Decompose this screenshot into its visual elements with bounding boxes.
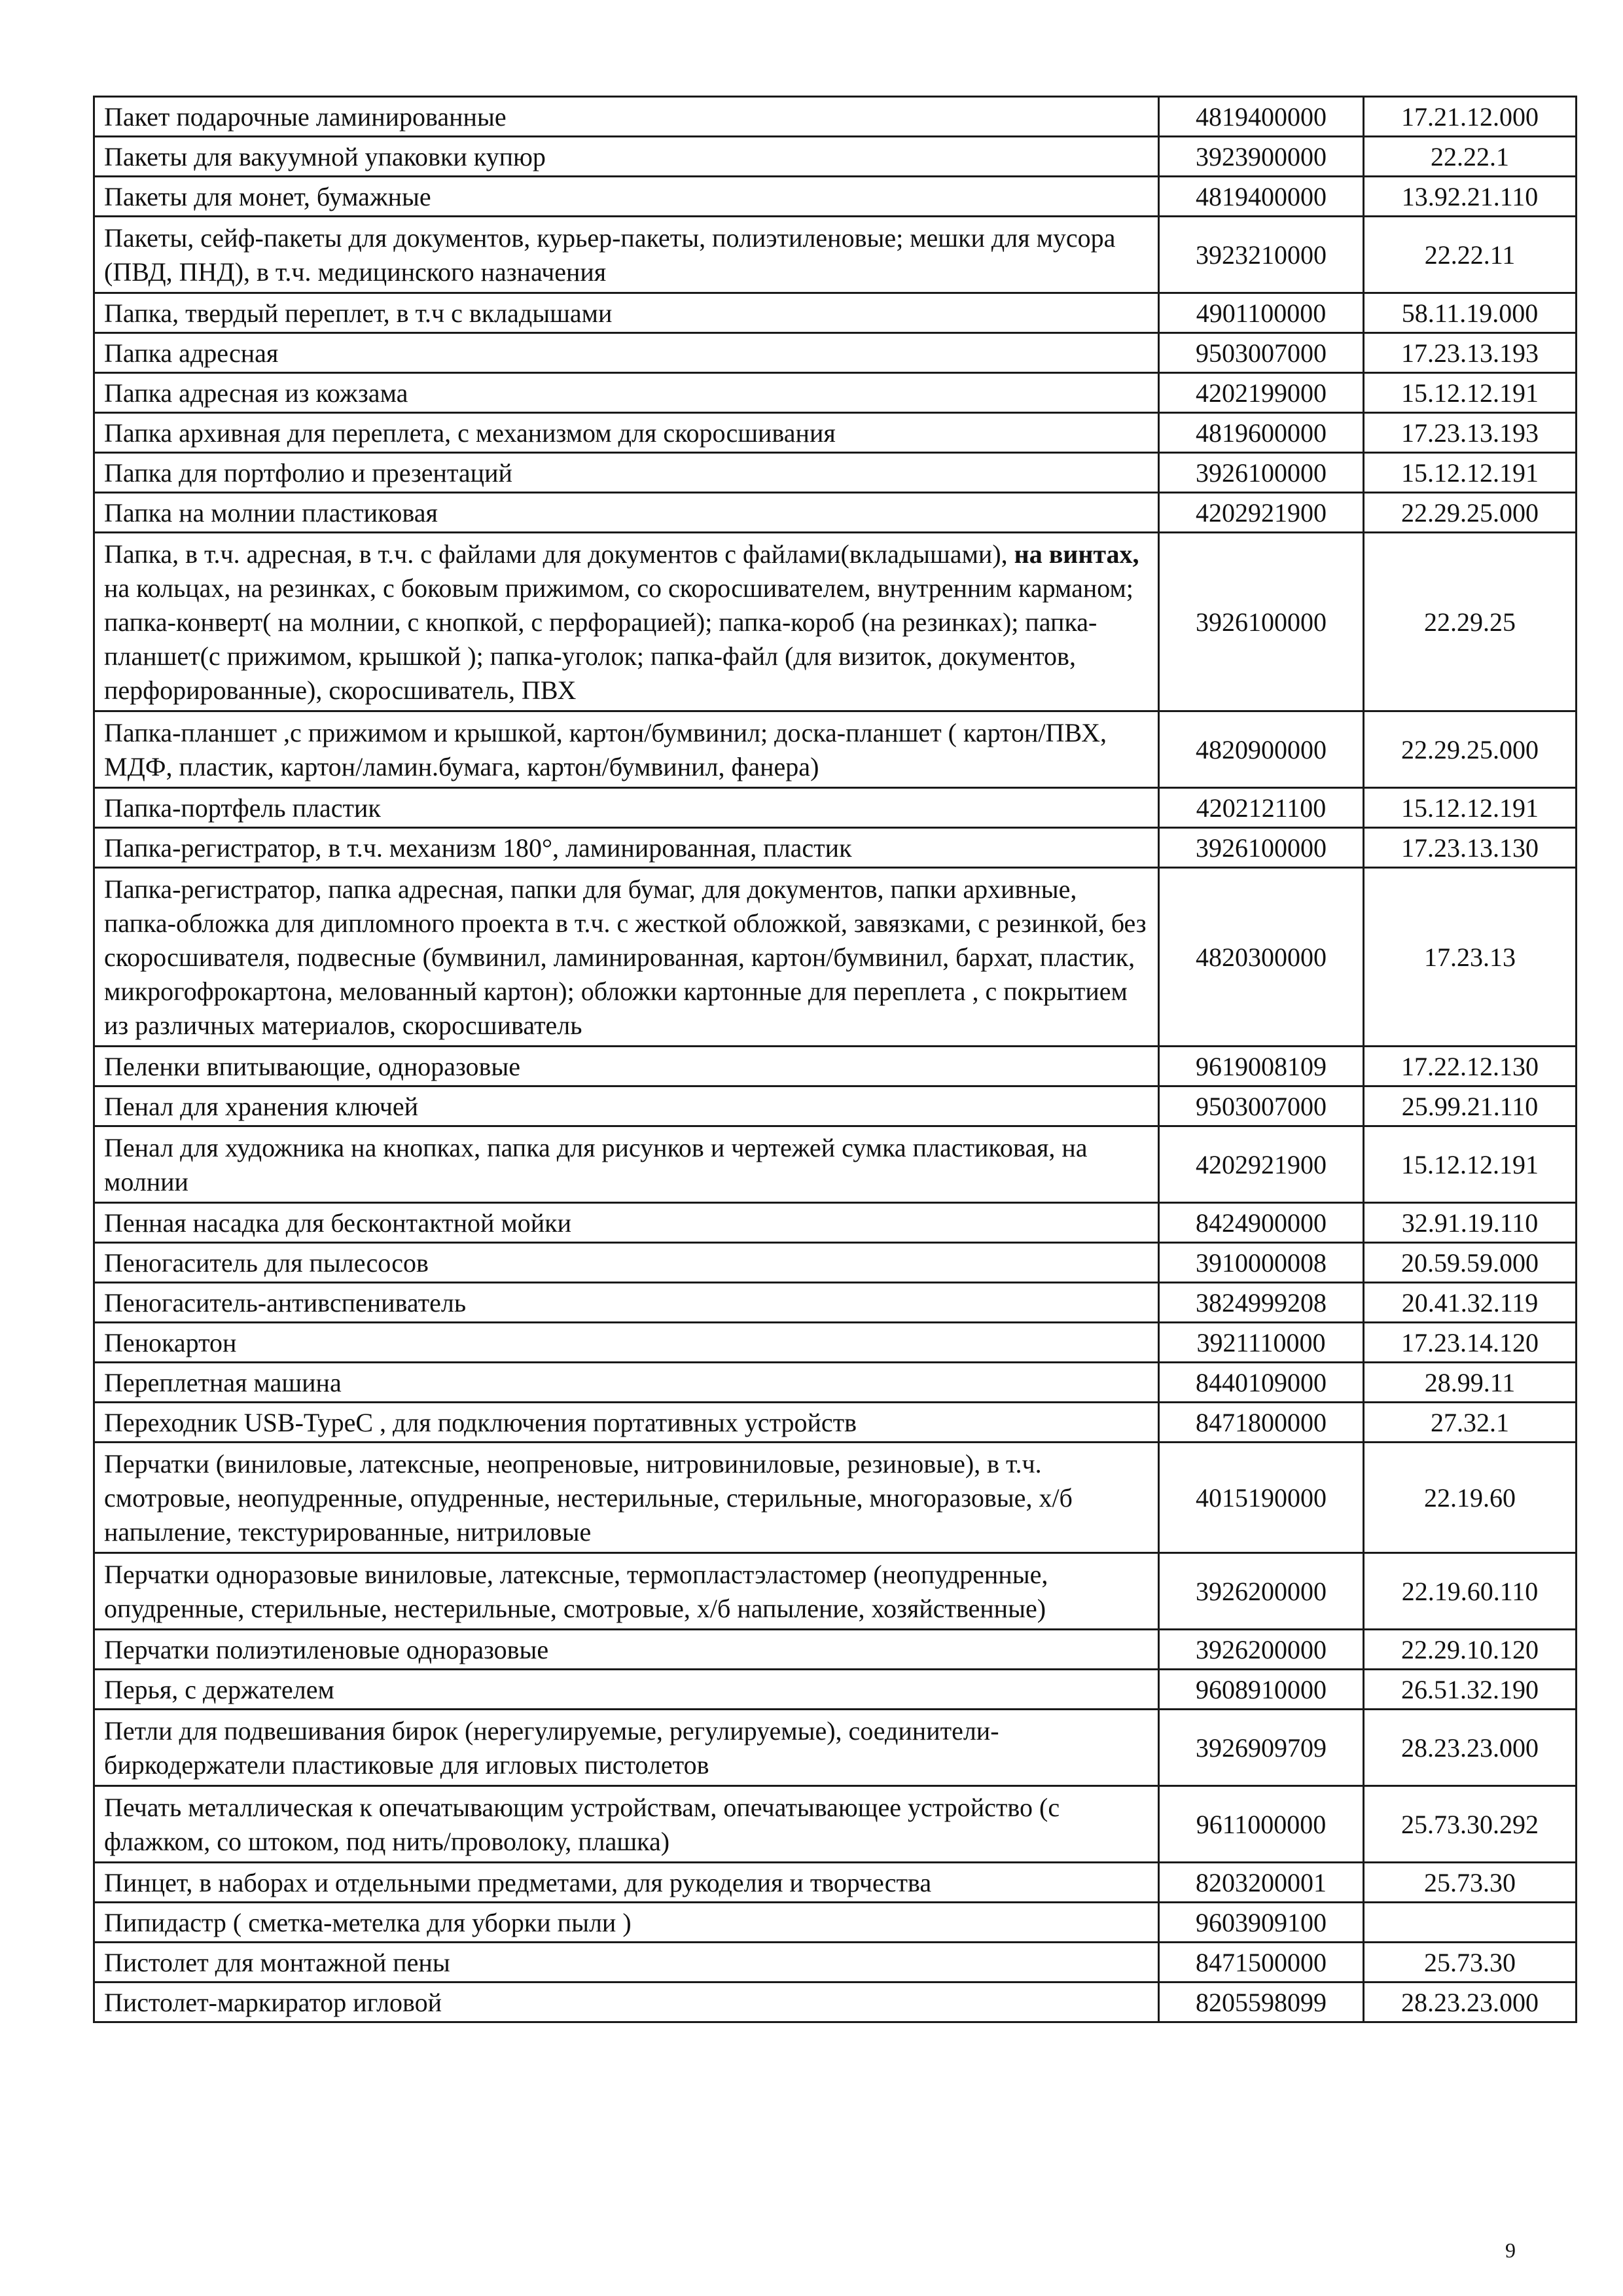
- item-tnved-code: 9611000000: [1159, 1786, 1364, 1863]
- item-name: Пакеты для монет, бумажные: [94, 177, 1159, 217]
- item-tnved-code: 9603909100: [1159, 1903, 1364, 1943]
- item-name: Папка-регистратор, папка адресная, папки для бумаг, для документов, папки архивные, папка-обложка для дипломного проекта в т.ч. с жесткой обложкой, завязками, с резинкой, без скоросшивателя, подвесные (бумвинил, ламинированная, картон/бумвинил, бархат, пластик, микрогофрокартона, мелованный картон); обложки картонные для переплета , с покрытием из различных материалов, скоросшиватель: [94, 868, 1159, 1047]
- item-tnved-code: 3926200000: [1159, 1630, 1364, 1670]
- table-row: [94, 1126, 1577, 1203]
- item-okpd-code: 17.23.14.120: [1364, 1323, 1577, 1363]
- table-row: [94, 1047, 1577, 1086]
- item-tnved-code: 3921110000: [1159, 1323, 1364, 1363]
- table-row: [94, 828, 1577, 868]
- table-row: [94, 533, 1577, 711]
- item-name: Пакеты, сейф-пакеты для документов, курьер-пакеты, полиэтиленовые; мешки для мусора (ПВД, ПНД), в т.ч. медицинского назначения: [94, 217, 1159, 293]
- item-okpd-code: 27.32.1: [1364, 1403, 1577, 1443]
- table-row: [94, 1553, 1577, 1630]
- item-name: Перчатки (виниловые, латексные, неопреновые, нитровиниловые, резиновые), в т.ч. смотровые, неопудренные, опудренные, нестерильные, стерильные, многоразовые, х/б напыление, текстурированные, нитриловые: [94, 1443, 1159, 1553]
- item-tnved-code: 4819400000: [1159, 97, 1364, 137]
- item-okpd-code: 22.29.25.000: [1364, 493, 1577, 533]
- table-row: [94, 177, 1577, 217]
- item-name: Пипидастр ( сметка-метелка для уборки пыли ): [94, 1903, 1159, 1943]
- table-row: [94, 1203, 1577, 1243]
- table-row: [94, 373, 1577, 413]
- item-name: Папка на молнии пластиковая: [94, 493, 1159, 533]
- item-name: Папка-регистратор, в т.ч. механизм 180°, ламинированная, пластик: [94, 828, 1159, 868]
- item-okpd-code: 22.29.10.120: [1364, 1630, 1577, 1670]
- item-tnved-code: 4901100000: [1159, 293, 1364, 333]
- item-tnved-code: 9619008109: [1159, 1047, 1364, 1086]
- item-tnved-code: 3926100000: [1159, 533, 1364, 711]
- table-row: [94, 453, 1577, 493]
- item-okpd-code: [1364, 1903, 1577, 1943]
- item-okpd-code: 25.73.30: [1364, 1943, 1577, 1982]
- item-tnved-code: 4202921900: [1159, 1126, 1364, 1203]
- item-name: Пакет подарочные ламинированные: [94, 97, 1159, 137]
- item-name: Пистолет-маркиратор игловой: [94, 1982, 1159, 2022]
- item-tnved-code: 8440109000: [1159, 1363, 1364, 1403]
- item-okpd-code: 22.22.11: [1364, 217, 1577, 293]
- item-okpd-code: 22.19.60.110: [1364, 1553, 1577, 1630]
- table-row: [94, 1086, 1577, 1126]
- item-tnved-code: 4820300000: [1159, 868, 1364, 1047]
- item-tnved-code: 4820900000: [1159, 711, 1364, 788]
- table-row: [94, 217, 1577, 293]
- table-row: [94, 1786, 1577, 1863]
- item-tnved-code: 4819600000: [1159, 413, 1364, 453]
- table-row: [94, 1283, 1577, 1323]
- item-tnved-code: 3926100000: [1159, 453, 1364, 493]
- item-okpd-code: 28.23.23.000: [1364, 1982, 1577, 2022]
- item-name: Перчатки одноразовые виниловые, латексные, термопластэластомер (неопудренные, опудренные, стерильные, нестерильные, смотровые, х/б напыление, хозяйственные): [94, 1553, 1159, 1630]
- item-name: Пеногаситель для пылесосов: [94, 1243, 1159, 1283]
- table-row: [94, 1323, 1577, 1363]
- item-okpd-code: 58.11.19.000: [1364, 293, 1577, 333]
- table-row: [94, 1403, 1577, 1443]
- item-tnved-code: 4015190000: [1159, 1443, 1364, 1553]
- item-name: Пенная насадка для бесконтактной мойки: [94, 1203, 1159, 1243]
- item-tnved-code: 3926909709: [1159, 1710, 1364, 1786]
- item-okpd-code: 17.22.12.130: [1364, 1047, 1577, 1086]
- table-row: [94, 493, 1577, 533]
- item-okpd-code: 15.12.12.191: [1364, 1126, 1577, 1203]
- item-okpd-code: 17.21.12.000: [1364, 97, 1577, 137]
- item-okpd-code: 32.91.19.110: [1364, 1203, 1577, 1243]
- item-tnved-code: 3923900000: [1159, 137, 1364, 177]
- item-okpd-code: 22.22.1: [1364, 137, 1577, 177]
- item-okpd-code: 28.23.23.000: [1364, 1710, 1577, 1786]
- item-name: Пакеты для вакуумной упаковки купюр: [94, 137, 1159, 177]
- item-okpd-code: 20.41.32.119: [1364, 1283, 1577, 1323]
- item-okpd-code: 17.23.13.193: [1364, 333, 1577, 373]
- item-tnved-code: 9503007000: [1159, 1086, 1364, 1126]
- item-okpd-code: 25.73.30: [1364, 1863, 1577, 1903]
- item-tnved-code: 8471500000: [1159, 1943, 1364, 1982]
- item-tnved-code: 8471800000: [1159, 1403, 1364, 1443]
- table-row: [94, 1630, 1577, 1670]
- item-name-part: Папка, в т.ч. адресная, в т.ч. с файлами для документов с файлами(вкладышами),: [104, 539, 1014, 569]
- item-name: Папка архивная для переплета, с механизмом для скоросшивания: [94, 413, 1159, 453]
- item-name: Пенал для хранения ключей: [94, 1086, 1159, 1126]
- item-name: Папка адресная из кожзама: [94, 373, 1159, 413]
- item-name: Папка, твердый переплет, в т.ч с вкладышами: [94, 293, 1159, 333]
- goods-table: [93, 96, 1577, 2023]
- item-tnved-code: 4819400000: [1159, 177, 1364, 217]
- item-tnved-code: 3926200000: [1159, 1553, 1364, 1630]
- table-row: [94, 1443, 1577, 1553]
- item-name: Пеленки впитывающие, одноразовые: [94, 1047, 1159, 1086]
- table-row: [94, 1863, 1577, 1903]
- table-row: [94, 333, 1577, 373]
- item-okpd-code: 17.23.13.193: [1364, 413, 1577, 453]
- table-row: [94, 1363, 1577, 1403]
- table-row: [94, 1710, 1577, 1786]
- table-row: [94, 1243, 1577, 1283]
- page-number: 9: [1505, 2238, 1516, 2262]
- item-name: Переплетная машина: [94, 1363, 1159, 1403]
- item-name: Папка-портфель пластик: [94, 788, 1159, 828]
- item-okpd-code: 13.92.21.110: [1364, 177, 1577, 217]
- item-name: Перья, с держателем: [94, 1670, 1159, 1710]
- item-name: Пенал для художника на кнопках, папка для рисунков и чертежей сумка пластиковая, на молнии: [94, 1126, 1159, 1203]
- item-name: Пинцет, в наборах и отдельными предметами, для рукоделия и творчества: [94, 1863, 1159, 1903]
- table-row: [94, 868, 1577, 1047]
- item-tnved-code: 4202199000: [1159, 373, 1364, 413]
- table-row: [94, 1670, 1577, 1710]
- item-name: Пеногаситель-антивспениватель: [94, 1283, 1159, 1323]
- item-tnved-code: 3824999208: [1159, 1283, 1364, 1323]
- table-row: [94, 1903, 1577, 1943]
- goods-table-body: [94, 97, 1577, 2022]
- item-okpd-code: 15.12.12.191: [1364, 788, 1577, 828]
- item-okpd-code: 17.23.13.130: [1364, 828, 1577, 868]
- item-okpd-code: 25.73.30.292: [1364, 1786, 1577, 1863]
- item-tnved-code: 4202121100: [1159, 788, 1364, 828]
- item-okpd-code: 15.12.12.191: [1364, 453, 1577, 493]
- item-tnved-code: 8424900000: [1159, 1203, 1364, 1243]
- item-tnved-code: 3910000008: [1159, 1243, 1364, 1283]
- item-okpd-code: 25.99.21.110: [1364, 1086, 1577, 1126]
- item-name: Папка-планшет ,с прижимом и крышкой, картон/бумвинил; доска-планшет ( картон/ПВХ, МДФ, пластик, картон/ламин.бумага, картон/бумвинил, фанера): [94, 711, 1159, 788]
- item-okpd-code: 15.12.12.191: [1364, 373, 1577, 413]
- item-okpd-code: 26.51.32.190: [1364, 1670, 1577, 1710]
- item-okpd-code: 22.29.25.000: [1364, 711, 1577, 788]
- item-okpd-code: 28.99.11: [1364, 1363, 1577, 1403]
- item-okpd-code: 17.23.13: [1364, 868, 1577, 1047]
- item-name: Пенокартон: [94, 1323, 1159, 1363]
- item-okpd-code: 22.29.25: [1364, 533, 1577, 711]
- item-name: Пистолет для монтажной пены: [94, 1943, 1159, 1982]
- table-row: [94, 788, 1577, 828]
- item-okpd-code: 22.19.60: [1364, 1443, 1577, 1553]
- table-row: [94, 293, 1577, 333]
- item-tnved-code: 8205598099: [1159, 1982, 1364, 2022]
- item-name: Папка для портфолио и презентаций: [94, 453, 1159, 493]
- item-tnved-code: 3926100000: [1159, 828, 1364, 868]
- table-row: [94, 1943, 1577, 1982]
- item-name: Переходник USB-TypeC , для подключения портативных устройств: [94, 1403, 1159, 1443]
- item-name-part: на кольцах, на резинках, с боковым прижимом, со скоросшивателем, внутренним карманом; папка-конверт( на молнии, с кнопкой, с перфорацией); папка-короб (на резинках); папка-планшет(с прижимом, крышкой ); папка-уголок; папка-файл (для визиток, документов, перфорированные), скоросшиватель, ПВХ: [104, 573, 1133, 705]
- item-name: [94, 533, 1159, 711]
- item-tnved-code: 9608910000: [1159, 1670, 1364, 1710]
- table-row: [94, 97, 1577, 137]
- item-tnved-code: 9503007000: [1159, 333, 1364, 373]
- item-name: Печать металлическая к опечатывающим устройствам, опечатывающее устройство (с флажком, со штоком, под нить/проволоку, плашка): [94, 1786, 1159, 1863]
- item-tnved-code: 3923210000: [1159, 217, 1364, 293]
- table-row: [94, 137, 1577, 177]
- table-row: [94, 413, 1577, 453]
- item-tnved-code: 4202921900: [1159, 493, 1364, 533]
- table-row: [94, 711, 1577, 788]
- item-okpd-code: 20.59.59.000: [1364, 1243, 1577, 1283]
- item-name: Перчатки полиэтиленовые одноразовые: [94, 1630, 1159, 1670]
- table-row: [94, 1982, 1577, 2022]
- item-name: Петли для подвешивания бирок (нерегулируемые, регулируемые), соединители-биркодержатели пластиковые для игловых пистолетов: [94, 1710, 1159, 1786]
- item-name-bold-part: на винтах,: [1014, 539, 1139, 569]
- item-name: Папка адресная: [94, 333, 1159, 373]
- item-tnved-code: 8203200001: [1159, 1863, 1364, 1903]
